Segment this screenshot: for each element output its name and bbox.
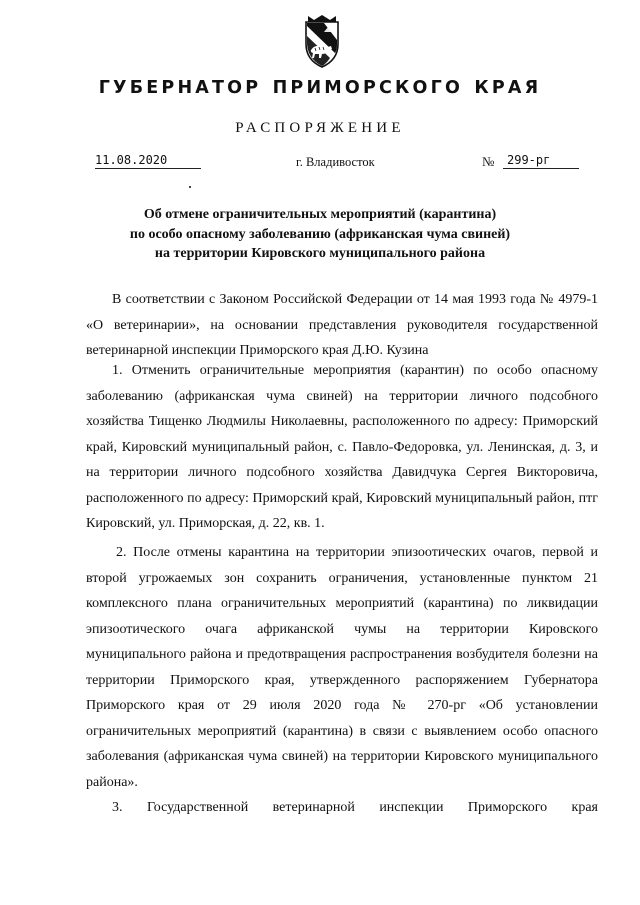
stray-mark: [189, 186, 191, 188]
document-type: РАСПОРЯЖЕНИЕ: [235, 120, 405, 136]
governor-title: ГУБЕРНАТОР ПРИМОРСКОГО КРАЯ: [98, 78, 542, 98]
title-line-1: Об отмене ограничительных мероприятий (карантина): [143, 207, 497, 222]
title-line-2: по особо опасному заболеванию (африканская чума свиней): [129, 226, 511, 242]
paragraph-item-3: [86, 795, 598, 821]
meta-row: [0, 153, 640, 175]
paragraph-text: 3. Государственной ветеринарной инспекции Приморского края: [112, 800, 598, 815]
number-label: №: [482, 154, 495, 169]
paragraph-item-2: [86, 540, 598, 795]
paragraph-preamble: [86, 287, 598, 364]
title-line-3: на территории Кировского муниципального района: [154, 246, 486, 261]
paragraph-item-1: [86, 358, 598, 537]
document-number: 299-рг: [503, 153, 579, 169]
paragraph-text: 1. Отменить ограничительные мероприятия (карантин) по особо опасному заболеванию (африканская чума свиней) на территории личного подсобного хозяйства Тищенко Людмилы Николаевны, расположенного по адресу: Приморский край, Кировский муниципальный район, с. Павло-Федоровка, ул. Ленинская, д. 3, и на территории личного подсобного хозяйства Давидчука Сергея Викторовича, расположенного по адресу: Приморский край, Кировский муниципальный район, птг Кировский, ул. Приморская, д. 22, кв. 1.: [86, 363, 598, 531]
paragraph-text: 2. После отмены карантина на территории эпизоотических очагов, первой и второй угрожаемых зон сохранить ограничения, установленные пунктом 21 комплексного плана ограничительных мероприятий (карантина) по ликвидации эпизоотического очага африканской чумы на территории Кировского муниципального района и предотвращения распространения возбудителя болезни на территории Приморского края, утвержденного распоряжением Губернатора Приморского края от 29 июля 2020 года № 270-рг «Об установлении ограничительных мероприятий (карантина) в связи с выявлением особо опасного заболевания (африканская чума свиней) на территории Кировского муниципального района».: [86, 545, 598, 790]
coat-of-arms-icon: [302, 14, 342, 70]
paragraph-text: В соответствии с Законом Российской Федерации от 14 мая 1993 года № 4979-1 «О ветеринарии», на основании представления руководителя государственной ветеринарной инспекции Приморского края Д.Ю. Кузина: [86, 292, 598, 358]
document-date: 11.08.2020: [95, 153, 201, 169]
document-title: [0, 205, 640, 264]
document-city: г. Владивосток: [296, 155, 375, 169]
